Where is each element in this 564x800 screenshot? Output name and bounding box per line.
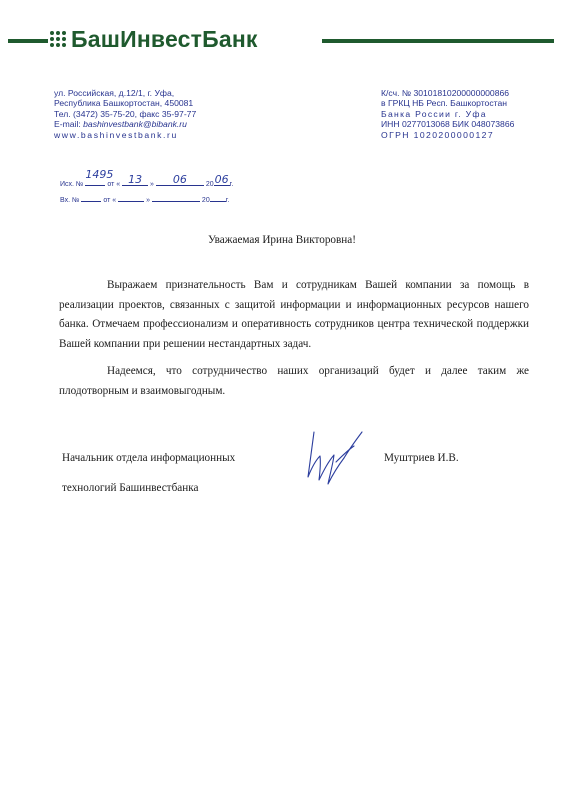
outgoing-prefix: Исх. № [60, 181, 84, 188]
incoming-year-prefix: 20 [201, 197, 210, 204]
bank-name: БашИнвестБанк [71, 25, 258, 52]
email-address: bashinvestbank@bibank.ru [83, 119, 187, 130]
incoming-year-label: г. [225, 197, 230, 204]
address-email-line [54, 119, 196, 129]
requisite-bank-of-russia: Банка России г. Уфа [381, 108, 487, 119]
outgoing-reference [60, 168, 234, 188]
outgoing-month: 06 [172, 173, 187, 186]
outgoing-year-suffix: 06 [214, 173, 229, 186]
letter-greeting: Уважаемая Ирина Викторовна! [208, 234, 356, 246]
incoming-from-label: от « [103, 197, 117, 204]
bank-requisites-block [381, 88, 514, 140]
website: www.bashinvestbank.ru [54, 129, 178, 140]
requisite-account: К/сч. № 30101810200000000866 [381, 88, 510, 98]
letter-paragraph-2: Надеемся, что сотрудничество наших организаций будет и далее таким же плодотворным и взаимовыгодным. [59, 365, 529, 397]
logo-dots-icon [50, 31, 66, 47]
address-region: Республика Башкортостан, 450081 [54, 98, 194, 109]
outgoing-day: 13 [128, 173, 143, 186]
address-phones: Тел. (3472) 35-75-20, факс 35-97-77 [54, 108, 197, 119]
bank-logo [50, 25, 258, 53]
incoming-prefix: Вх. № [60, 197, 80, 204]
outgoing-year-prefix: 20 [205, 181, 214, 188]
outgoing-year-label: г. [229, 181, 234, 188]
header-rule-left [8, 39, 48, 43]
address-street: ул. Российская, д.12/1, г. Уфа, [54, 88, 175, 98]
header-rule-right [322, 39, 554, 43]
requisite-inn-bik: ИНН 0277013068 БИК 048073866 [381, 119, 515, 130]
incoming-quote-close: » [146, 197, 151, 204]
outgoing-from-label: от « [107, 181, 121, 188]
outgoing-number: 1495 [85, 168, 114, 181]
outgoing-quote-close: » [150, 181, 154, 188]
incoming-reference [60, 193, 229, 204]
signatory-title-line1: Начальник отдела информационных [62, 452, 236, 464]
signatory-name: Муштриев И.В. [384, 452, 459, 464]
requisite-rkc: в ГРКЦ НБ Респ. Башкортостан [381, 98, 508, 109]
requisite-ogrn: ОГРН 1020200000127 [381, 129, 494, 140]
email-label: E-mail: [54, 119, 81, 130]
handwritten-signature [300, 422, 380, 492]
letter-paragraph-1: Выражаем признательность Вам и сотрудникам Вашей компании за помощь в реализации проектов, связанных с защитой информации и информационных ресурсов нашего банка. Отмечаем профессионализм и оперативность сотрудников центра технической поддержки Вашей компании при решении нестандартных задач. [59, 279, 529, 350]
signatory-title-line2: технологий Башинвестбанка [62, 482, 199, 494]
bank-address-block [54, 88, 196, 140]
